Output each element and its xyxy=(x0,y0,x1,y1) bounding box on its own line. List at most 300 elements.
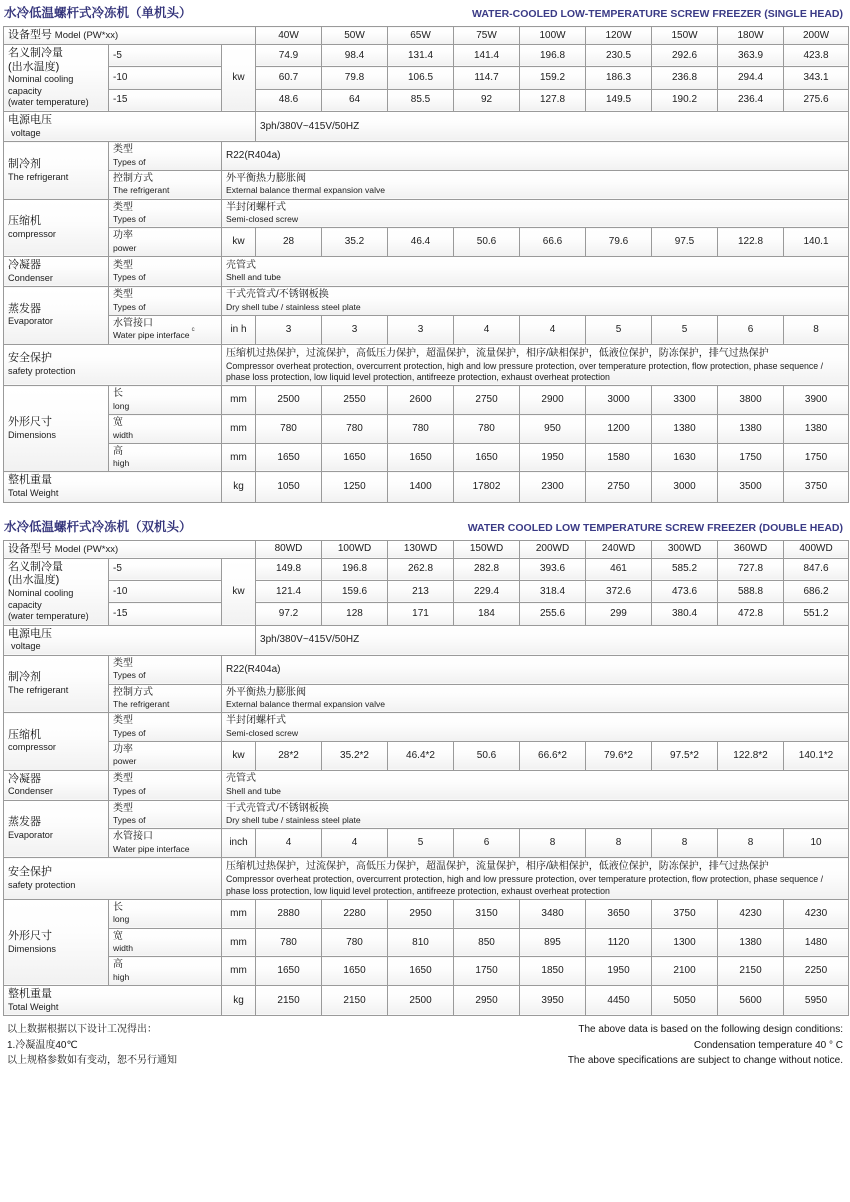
dimension-value: 1750 xyxy=(718,443,784,472)
dimension-value: 780 xyxy=(256,928,322,957)
water-pipe-value: 3 xyxy=(256,315,322,344)
total-weight-value: 2300 xyxy=(520,472,586,502)
cooling-value-cell: 727.8 xyxy=(718,558,784,580)
model-header-cell: 80WD xyxy=(256,540,322,558)
table-row-dimension xyxy=(4,443,849,472)
cooling-value-cell: 363.9 xyxy=(718,44,784,66)
refrigerant-type-label: 类型 Types of xyxy=(109,142,222,171)
compressor-power-value: 79.6*2 xyxy=(586,741,652,770)
table-row-evaporator-pipe xyxy=(4,829,849,858)
dimension-value: 2900 xyxy=(520,386,586,415)
table-2-title-en: WATER COOLED LOW TEMPERATURE SCREW FREEZER (DOUBLE HEAD) xyxy=(467,521,843,534)
table-1-title-en: WATER-COOLED LOW-TEMPERATURE SCREW FREEZER (SINGLE HEAD) xyxy=(472,8,843,20)
table-2-title-row xyxy=(0,514,850,540)
compressor-power-value: 122.8 xyxy=(718,228,784,257)
compressor-power-value: 35.2 xyxy=(322,228,388,257)
water-pipe-value: 5 xyxy=(388,829,454,858)
refrigerant-type-label: 类型 Types of xyxy=(109,655,222,684)
water-pipe-unit: inch xyxy=(222,829,256,858)
table-1-title-row xyxy=(0,0,850,26)
voltage-label: 电源电压 voltage xyxy=(4,111,256,141)
total-weight-value: 1050 xyxy=(256,472,322,502)
spec-table-double-head xyxy=(3,540,849,1017)
dimension-unit: mm xyxy=(222,415,256,444)
cooling-unit-cell: kw xyxy=(222,44,256,111)
dimension-value: 1650 xyxy=(256,443,322,472)
table-row-dimension xyxy=(4,928,849,957)
compressor-power-value: 140.1 xyxy=(784,228,849,257)
cooling-value-cell: 196.8 xyxy=(520,44,586,66)
condenser-type-value: 壳管式 Shell and tube xyxy=(222,770,849,800)
dimension-value: 1630 xyxy=(652,443,718,472)
dimension-value: 780 xyxy=(454,415,520,444)
cooling-value-cell: 74.9 xyxy=(256,44,322,66)
cooling-value-cell: 372.6 xyxy=(586,580,652,602)
cooling-value-cell: 184 xyxy=(454,603,520,625)
cooling-value-cell: 98.4 xyxy=(322,44,388,66)
cooling-value-cell: 282.8 xyxy=(454,558,520,580)
table-row-compressor-type xyxy=(4,713,849,742)
water-pipe-interface-label: 水管接口 Water pipe interface xyxy=(109,829,222,858)
table-row-refrigerant-type xyxy=(4,655,849,684)
table-row-refrigerant-type xyxy=(4,142,849,171)
dimensions-label: 外形尺寸 Dimensions xyxy=(4,899,109,985)
cooling-value-cell: 79.8 xyxy=(322,67,388,89)
table-row-refrigerant-control xyxy=(4,684,849,713)
evaporator-type-value: 干式壳管式/不锈钢板换 Dry shell tube / stainless steel plate xyxy=(222,287,849,316)
table-row-cooling-capacity xyxy=(4,67,849,89)
table-row-safety-protection xyxy=(4,344,849,386)
cooling-value-cell: 131.4 xyxy=(388,44,454,66)
table-row-model xyxy=(4,540,849,558)
dimension-value: 1380 xyxy=(718,928,784,957)
dimension-value: 1750 xyxy=(784,443,849,472)
dimension-value: 2550 xyxy=(322,386,388,415)
cooling-value-cell: 128 xyxy=(322,603,388,625)
dimension-value: 1950 xyxy=(520,443,586,472)
evaporator-label: 蒸发器 Evaporator xyxy=(4,287,109,344)
table-row-voltage xyxy=(4,625,849,655)
dimension-value: 3480 xyxy=(520,899,586,928)
footer-line-en-3: The above specifications are subject to change without notice. xyxy=(567,1055,843,1067)
cooling-temp-label: -5 xyxy=(109,558,222,580)
total-weight-value: 3750 xyxy=(784,472,849,502)
water-pipe-value: 10 xyxy=(784,829,849,858)
cooling-value-cell: 229.4 xyxy=(454,580,520,602)
dimension-unit: mm xyxy=(222,386,256,415)
dimension-value: 4230 xyxy=(784,899,849,928)
dimension-value: 1750 xyxy=(454,957,520,986)
total-weight-unit: kg xyxy=(222,472,256,502)
dimension-value: 780 xyxy=(388,415,454,444)
cooling-value-cell: 85.5 xyxy=(388,89,454,111)
total-weight-value: 2150 xyxy=(256,985,322,1015)
dimension-value: 4230 xyxy=(718,899,784,928)
dimension-value: 780 xyxy=(256,415,322,444)
evaporator-type-value: 干式壳管式/不锈钢板换 Dry shell tube / stainless steel plate xyxy=(222,800,849,829)
model-header-cell: 65W xyxy=(388,27,454,45)
water-pipe-unit: in h xyxy=(222,315,256,344)
dimension-axis-label: 高 high xyxy=(109,443,222,472)
model-header-cell: 130WD xyxy=(388,540,454,558)
cooling-value-cell: 588.8 xyxy=(718,580,784,602)
model-header-cell: 200W xyxy=(784,27,849,45)
cooling-value-cell: 423.8 xyxy=(784,44,849,66)
dimension-value: 1480 xyxy=(784,928,849,957)
dimension-value: 1580 xyxy=(586,443,652,472)
dimension-value: 780 xyxy=(322,415,388,444)
cooling-value-cell: 230.5 xyxy=(586,44,652,66)
water-pipe-interface-label: 水管接口 Water pipe interface $^c$ xyxy=(109,315,222,344)
refrigerant-type-value: R22(R404a) xyxy=(222,655,849,684)
model-header-cell: 150WD xyxy=(454,540,520,558)
cooling-value-cell: 213 xyxy=(388,580,454,602)
cooling-value-cell: 380.4 xyxy=(652,603,718,625)
cooling-value-cell: 114.7 xyxy=(454,67,520,89)
compressor-power-unit: kw xyxy=(222,228,256,257)
cooling-value-cell: 92 xyxy=(454,89,520,111)
table-row-condenser xyxy=(4,770,849,800)
model-header-cell: 50W xyxy=(322,27,388,45)
cooling-value-cell: 159.2 xyxy=(520,67,586,89)
dimension-value: 780 xyxy=(322,928,388,957)
dimension-value: 1380 xyxy=(652,415,718,444)
dimension-value: 2750 xyxy=(454,386,520,415)
total-weight-label: 整机重量 Total Weight xyxy=(4,472,222,502)
footer-notes-en xyxy=(568,1022,843,1069)
dimension-unit: mm xyxy=(222,443,256,472)
total-weight-value: 3000 xyxy=(652,472,718,502)
water-pipe-value: 4 xyxy=(454,315,520,344)
table-row-cooling-capacity xyxy=(4,603,849,625)
dimension-value: 950 xyxy=(520,415,586,444)
table-row-cooling-capacity xyxy=(4,580,849,602)
compressor-power-value: 66.6 xyxy=(520,228,586,257)
dimensions-label: 外形尺寸 Dimensions xyxy=(4,386,109,472)
safety-protection-value: 压缩机过热保护，过流保护，高低压力保护，超温保护，流量保护，相序/缺相保护，低液位保护，防冻保护，排气过热保护 Compressor overheat protection, overcurrent protection, high and low pressure protection, over temperature protection, flow protection, phase sequence / phase loss protection, low liquid level protection, antifreeze protection, exhaust overheat protection xyxy=(222,344,849,386)
cooling-value-cell: 472.8 xyxy=(718,603,784,625)
cooling-value-cell: 473.6 xyxy=(652,580,718,602)
compressor-type-label: 类型 Types of xyxy=(109,199,222,228)
cooling-value-cell: 686.2 xyxy=(784,580,849,602)
safety-protection-label: 安全保护 safety protection xyxy=(4,344,222,386)
model-header-cell: 75W xyxy=(454,27,520,45)
compressor-label: 压缩机 compressor xyxy=(4,199,109,256)
total-weight-value: 17802 xyxy=(454,472,520,502)
table-row-model xyxy=(4,27,849,45)
cooling-value-cell: 318.4 xyxy=(520,580,586,602)
evaporator-type-label: 类型 Types of xyxy=(109,800,222,829)
dimension-value: 3150 xyxy=(454,899,520,928)
cooling-value-cell: 236.4 xyxy=(718,89,784,111)
cooling-value-cell: 292.6 xyxy=(652,44,718,66)
dimension-value: 3300 xyxy=(652,386,718,415)
dimension-axis-label: 宽 width xyxy=(109,928,222,957)
water-pipe-value: 8 xyxy=(586,829,652,858)
dimension-value: 1650 xyxy=(388,957,454,986)
cooling-value-cell: 551.2 xyxy=(784,603,849,625)
dimension-value: 895 xyxy=(520,928,586,957)
dimension-unit: mm xyxy=(222,928,256,957)
table-1-title-cn: 水冷低温螺杆式冷冻机（单机头） xyxy=(4,6,192,20)
dimension-value: 2280 xyxy=(322,899,388,928)
cooling-value-cell: 106.5 xyxy=(388,67,454,89)
condenser-type-value: 壳管式 Shell and tube xyxy=(222,256,849,286)
dimension-value: 2150 xyxy=(718,957,784,986)
compressor-power-value: 97.5 xyxy=(652,228,718,257)
compressor-power-label: 功率 power xyxy=(109,741,222,770)
dimension-value: 1120 xyxy=(586,928,652,957)
compressor-power-value: 50.6 xyxy=(454,741,520,770)
model-header-cell: 40W xyxy=(256,27,322,45)
cooling-value-cell: 141.4 xyxy=(454,44,520,66)
cooling-capacity-label: 名义制冷量 (出水温度) Nominal cooling capacity (water temperature) xyxy=(4,44,109,111)
dimension-axis-label: 长 long xyxy=(109,386,222,415)
model-label-cell: 设备型号 Model (PW*xx) xyxy=(4,27,256,45)
total-weight-value: 2150 xyxy=(322,985,388,1015)
water-pipe-value: 8 xyxy=(718,829,784,858)
water-pipe-value: 6 xyxy=(718,315,784,344)
table-row-total-weight xyxy=(4,985,849,1015)
total-weight-label: 整机重量 Total Weight xyxy=(4,985,222,1015)
model-header-cell: 150W xyxy=(652,27,718,45)
compressor-type-value: 半封闭螺杆式 Semi-closed screw xyxy=(222,713,849,742)
total-weight-value: 5050 xyxy=(652,985,718,1015)
dimension-value: 1200 xyxy=(586,415,652,444)
compressor-type-label: 类型 Types of xyxy=(109,713,222,742)
cooling-value-cell: 393.6 xyxy=(520,558,586,580)
dimension-value: 1300 xyxy=(652,928,718,957)
table-row-voltage xyxy=(4,111,849,141)
table-row-dimension xyxy=(4,957,849,986)
total-weight-value: 5950 xyxy=(784,985,849,1015)
total-weight-value: 1400 xyxy=(388,472,454,502)
water-pipe-value: 3 xyxy=(322,315,388,344)
dimension-unit: mm xyxy=(222,899,256,928)
table-row-compressor-type xyxy=(4,199,849,228)
cooling-value-cell: 196.8 xyxy=(322,558,388,580)
dimension-value: 2100 xyxy=(652,957,718,986)
dimension-value: 1380 xyxy=(784,415,849,444)
compressor-power-value: 122.8*2 xyxy=(718,741,784,770)
condenser-label: 冷凝器 Condenser xyxy=(4,256,109,286)
cooling-value-cell: 186.3 xyxy=(586,67,652,89)
water-pipe-value: 4 xyxy=(322,829,388,858)
table-row-evaporator-type xyxy=(4,800,849,829)
total-weight-value: 1250 xyxy=(322,472,388,502)
cooling-value-cell: 585.2 xyxy=(652,558,718,580)
total-weight-value: 5600 xyxy=(718,985,784,1015)
water-pipe-value: 3 xyxy=(388,315,454,344)
compressor-power-value: 46.4*2 xyxy=(388,741,454,770)
voltage-value: 3ph/380V~415V/50HZ xyxy=(256,111,849,141)
refrigerant-control-value: 外平衡热力膨胀阀 External balance thermal expansion valve xyxy=(222,684,849,713)
table-row-dimension xyxy=(4,415,849,444)
water-pipe-value: 5 xyxy=(586,315,652,344)
cooling-value-cell: 171 xyxy=(388,603,454,625)
voltage-value: 3ph/380V~415V/50HZ xyxy=(256,625,849,655)
cooling-value-cell: 262.8 xyxy=(388,558,454,580)
total-weight-value: 3950 xyxy=(520,985,586,1015)
water-pipe-value: 4 xyxy=(256,829,322,858)
scan-artifact-mark: c xyxy=(191,327,195,334)
table-row-cooling-capacity xyxy=(4,558,849,580)
table-row-condenser xyxy=(4,256,849,286)
safety-protection-value: 压缩机过热保护，过流保护，高低压力保护，超温保护，流量保护，相序/缺相保护，低液位保护，防冻保护，排气过热保护 Compressor overheat protection, overcurrent protection, high and low pressure protection, over temperature protection, flow protection, phase sequence / phase loss protection, low liquid level protection, antifreeze protection, exhaust overheat protection xyxy=(222,858,849,900)
compressor-power-value: 97.5*2 xyxy=(652,741,718,770)
cooling-value-cell: 60.7 xyxy=(256,67,322,89)
footer-notes xyxy=(3,1016,848,1069)
total-weight-value: 3500 xyxy=(718,472,784,502)
compressor-power-value: 28*2 xyxy=(256,741,322,770)
dimension-value: 1650 xyxy=(454,443,520,472)
dimension-value: 3650 xyxy=(586,899,652,928)
cooling-value-cell: 236.8 xyxy=(652,67,718,89)
dimension-value: 850 xyxy=(454,928,520,957)
table-row-safety-protection xyxy=(4,858,849,900)
dimension-value: 1380 xyxy=(718,415,784,444)
table-row-dimension xyxy=(4,899,849,928)
table-row-total-weight xyxy=(4,472,849,502)
compressor-power-label: 功率 power xyxy=(109,228,222,257)
cooling-value-cell: 343.1 xyxy=(784,67,849,89)
compressor-type-value: 半封闭螺杆式 Semi-closed screw xyxy=(222,199,849,228)
dimension-value: 1850 xyxy=(520,957,586,986)
compressor-label: 压缩机 compressor xyxy=(4,713,109,770)
dimension-value: 2500 xyxy=(256,386,322,415)
cooling-value-cell: 97.2 xyxy=(256,603,322,625)
table-row-cooling-capacity xyxy=(4,89,849,111)
compressor-power-value: 79.6 xyxy=(586,228,652,257)
cooling-value-cell: 847.6 xyxy=(784,558,849,580)
total-weight-value: 4450 xyxy=(586,985,652,1015)
compressor-power-value: 35.2*2 xyxy=(322,741,388,770)
refrigerant-label: 制冷剂 The refrigerant xyxy=(4,655,109,712)
model-header-cell: 120W xyxy=(586,27,652,45)
table-row-cooling-capacity xyxy=(4,44,849,66)
dimension-value: 3900 xyxy=(784,386,849,415)
cooling-value-cell: 48.6 xyxy=(256,89,322,111)
compressor-power-value: 140.1*2 xyxy=(784,741,849,770)
footer-line-cn-1: 以上数据根据以下设计工况得出： xyxy=(7,1024,157,1036)
model-header-cell: 100WD xyxy=(322,540,388,558)
total-weight-value: 2500 xyxy=(388,985,454,1015)
water-pipe-value: 4 xyxy=(520,315,586,344)
cooling-temp-label: -15 xyxy=(109,89,222,111)
water-pipe-value: 6 xyxy=(454,829,520,858)
water-pipe-value: 5 xyxy=(652,315,718,344)
dimension-value: 3800 xyxy=(718,386,784,415)
table-row-compressor-power xyxy=(4,228,849,257)
footer-notes-cn xyxy=(7,1022,177,1069)
compressor-power-value: 50.6 xyxy=(454,228,520,257)
compressor-power-unit: kw xyxy=(222,741,256,770)
cooling-value-cell: 275.6 xyxy=(784,89,849,111)
compressor-power-value: 28 xyxy=(256,228,322,257)
dimension-value: 2880 xyxy=(256,899,322,928)
voltage-label: 电源电压 voltage xyxy=(4,625,256,655)
cooling-value-cell: 461 xyxy=(586,558,652,580)
footer-line-en-2: Condensation temperature 40 ° C xyxy=(693,1039,843,1051)
dimension-value: 1650 xyxy=(322,957,388,986)
dimension-axis-label: 宽 width xyxy=(109,415,222,444)
cooling-value-cell: 255.6 xyxy=(520,603,586,625)
dimension-value: 1950 xyxy=(586,957,652,986)
condenser-label: 冷凝器 Condenser xyxy=(4,770,109,800)
cooling-value-cell: 149.5 xyxy=(586,89,652,111)
table-row-evaporator-type xyxy=(4,287,849,316)
table-row-refrigerant-control xyxy=(4,170,849,199)
evaporator-label: 蒸发器 Evaporator xyxy=(4,800,109,857)
dimension-value: 2250 xyxy=(784,957,849,986)
cooling-value-cell: 159.6 xyxy=(322,580,388,602)
total-weight-value: 2750 xyxy=(586,472,652,502)
footer-line-cn-2: 1.冷凝温度40℃ xyxy=(7,1039,78,1051)
model-header-cell: 100W xyxy=(520,27,586,45)
dimension-value: 1650 xyxy=(256,957,322,986)
cooling-value-cell: 149.8 xyxy=(256,558,322,580)
cooling-value-cell: 121.4 xyxy=(256,580,322,602)
cooling-value-cell: 190.2 xyxy=(652,89,718,111)
refrigerant-control-label: 控制方式 The refrigerant xyxy=(109,170,222,199)
refrigerant-type-value: R22(R404a) xyxy=(222,142,849,171)
dimension-value: 2600 xyxy=(388,386,454,415)
model-label-cell: 设备型号 Model (PW*xx) xyxy=(4,540,256,558)
cooling-unit-cell: kw xyxy=(222,558,256,625)
dimension-axis-label: 高 high xyxy=(109,957,222,986)
cooling-value-cell: 64 xyxy=(322,89,388,111)
water-pipe-value: 8 xyxy=(784,315,849,344)
condenser-type-label: 类型 Types of xyxy=(109,256,222,286)
model-header-cell: 300WD xyxy=(652,540,718,558)
water-pipe-value: 8 xyxy=(520,829,586,858)
cooling-value-cell: 299 xyxy=(586,603,652,625)
table-row-compressor-power xyxy=(4,741,849,770)
cooling-temp-label: -15 xyxy=(109,603,222,625)
cooling-value-cell: 294.4 xyxy=(718,67,784,89)
dimension-value: 1650 xyxy=(322,443,388,472)
dimension-value: 3000 xyxy=(586,386,652,415)
model-header-cell: 240WD xyxy=(586,540,652,558)
model-header-cell: 180W xyxy=(718,27,784,45)
refrigerant-label: 制冷剂 The refrigerant xyxy=(4,142,109,199)
compressor-power-value: 66.6*2 xyxy=(520,741,586,770)
total-weight-unit: kg xyxy=(222,985,256,1015)
model-header-cell: 360WD xyxy=(718,540,784,558)
refrigerant-control-value: 外平衡热力膨胀阀 External balance thermal expansion valve xyxy=(222,170,849,199)
spec-table-single-head xyxy=(3,26,849,503)
cooling-temp-label: -10 xyxy=(109,67,222,89)
table-2-title-cn: 水冷低温螺杆式冷冻机（双机头） xyxy=(4,519,192,534)
evaporator-type-label: 类型 Types of xyxy=(109,287,222,316)
cooling-capacity-label: 名义制冷量 (出水温度) Nominal cooling capacity (water temperature) xyxy=(4,558,109,625)
footer-line-en-1: The above data is based on the following design conditions: xyxy=(578,1024,843,1036)
safety-protection-label: 安全保护 safety protection xyxy=(4,858,222,900)
cooling-value-cell: 127.8 xyxy=(520,89,586,111)
compressor-power-value: 46.4 xyxy=(388,228,454,257)
dimension-value: 3750 xyxy=(652,899,718,928)
cooling-temp-label: -10 xyxy=(109,580,222,602)
dimension-axis-label: 长 long xyxy=(109,899,222,928)
table-row-evaporator-pipe xyxy=(4,315,849,344)
model-header-cell: 200WD xyxy=(520,540,586,558)
dimension-value: 1650 xyxy=(388,443,454,472)
dimension-value: 2950 xyxy=(388,899,454,928)
dimension-value: 810 xyxy=(388,928,454,957)
model-header-cell: 400WD xyxy=(784,540,849,558)
footer-line-cn-3: 以上规格参数如有变动，恕不另行通知 xyxy=(7,1055,177,1067)
condenser-type-label: 类型 Types of xyxy=(109,770,222,800)
